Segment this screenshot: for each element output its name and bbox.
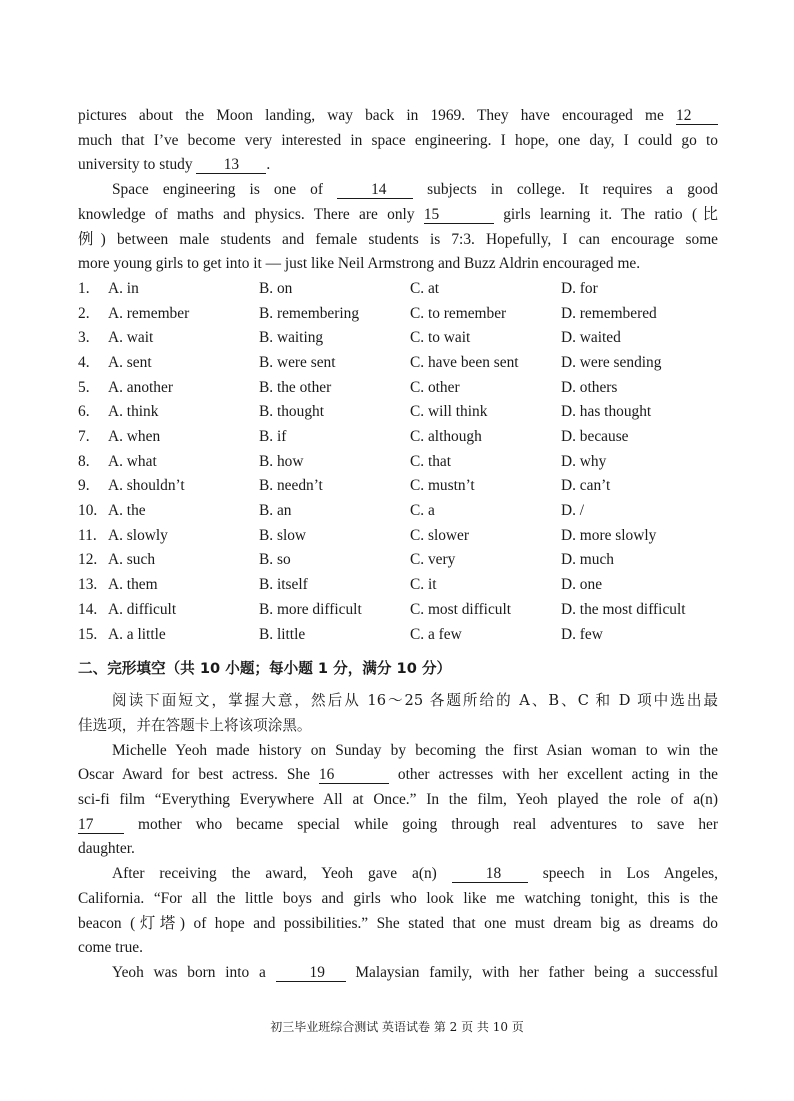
option-c: C. that: [410, 452, 452, 470]
text-span: knowledge of maths and physics. There are only: [78, 205, 424, 223]
option-b: B. on: [259, 279, 293, 297]
question-number: 11.: [78, 526, 97, 544]
option-row: [78, 474, 718, 499]
passage-line: come true.: [78, 939, 143, 957]
instruction-line: 佳选项，并在答题卡上将该项涂黑。: [78, 716, 312, 734]
option-d: D. others: [561, 378, 618, 396]
blank-13: 13: [196, 156, 266, 174]
option-b: B. were sent: [259, 353, 336, 371]
option-c: C. most difficult: [410, 600, 512, 618]
question-number: 3.: [78, 329, 90, 347]
option-d: D. more slowly: [561, 526, 657, 544]
option-row: [78, 351, 718, 376]
blank-18: 18: [452, 865, 528, 883]
question-number: 4.: [78, 353, 90, 371]
option-d: D. for: [561, 279, 598, 297]
option-b: B. waiting: [259, 329, 324, 347]
option-c: C. slower: [410, 526, 469, 544]
option-a: A. what: [108, 452, 157, 470]
option-d: D. has thought: [561, 403, 652, 421]
option-b: B. itself: [259, 576, 308, 594]
text-span: subjects in college. It requires a good: [413, 181, 718, 199]
option-row: [78, 524, 718, 549]
section-title: 二、完形填空（共 10 小题；每小题 1 分，满分 10 分）: [78, 660, 452, 678]
instruction-line: 阅读下面短文，掌握大意，然后从 16～25 各题所给的 A、B、C 和 D 项中选出最: [112, 692, 718, 710]
option-a: A. slowly: [108, 526, 168, 544]
option-c: C. have been sent: [410, 353, 519, 371]
option-c: C. to remember: [410, 304, 507, 322]
question-number: 15.: [78, 625, 98, 643]
question-number: 1.: [78, 279, 90, 297]
question-number: 14.: [78, 600, 98, 618]
passage-line: much that I’ve become very interested in space engineering. I hope, one day, I could go to: [78, 131, 718, 149]
exam-page: [78, 104, 718, 986]
option-a: A. sent: [108, 353, 152, 371]
passage-line: daughter.: [78, 840, 135, 858]
option-c: C. a: [410, 502, 435, 520]
option-b: B. thought: [259, 403, 324, 421]
option-a: A. remember: [108, 304, 190, 322]
blank-19: 19: [276, 964, 346, 982]
text-span: pictures about the Moon landing, way back in 1969. They have encouraged me: [78, 107, 676, 124]
page-footer: 初三毕业班综合测试 英语试卷 第 2 页 共 10 页: [270, 1020, 524, 1034]
option-c: C. although: [410, 428, 482, 446]
question-number: 10.: [78, 502, 98, 520]
option-a: A. in: [108, 279, 139, 297]
option-a: A. them: [108, 576, 158, 594]
option-b: B. how: [259, 452, 304, 470]
option-row: [78, 277, 718, 302]
option-b: B. if: [259, 428, 287, 446]
option-row: [78, 573, 718, 598]
option-d: D. remembered: [561, 304, 657, 322]
option-d: D. why: [561, 452, 607, 470]
option-a: A. shouldn’t: [108, 477, 185, 495]
text-span: mother who became special while going through real adventures to save her: [124, 815, 718, 833]
option-row: [78, 499, 718, 524]
passage-line: [78, 862, 718, 887]
option-b: B. remembering: [259, 304, 360, 322]
option-b: B. slow: [259, 526, 307, 544]
passage-line: more young girls to get into it — just like Neil Armstrong and Buzz Aldrin encouraged me.: [78, 255, 641, 273]
option-d: D. because: [561, 428, 629, 446]
passage-line: [78, 813, 718, 838]
option-d: D. much: [561, 551, 615, 569]
passage-line: [78, 763, 718, 788]
question-number: 8.: [78, 452, 90, 470]
option-c: C. a few: [410, 625, 462, 643]
option-row: [78, 326, 718, 351]
passage-line: 例) between male students and female students is 7:3. Hopefully, I can encourage some: [78, 230, 718, 248]
text-span: Yeoh was born into a: [112, 963, 276, 981]
option-c: C. at: [410, 279, 440, 297]
option-row: [78, 450, 718, 475]
option-d: D. waited: [561, 329, 621, 347]
option-a: A. wait: [108, 329, 154, 347]
option-d: D. /: [561, 502, 585, 520]
options-list: [78, 277, 718, 647]
passage-line: beacon (灯塔) of hope and possibilities.” She stated that one must dream big as dreams do: [78, 914, 718, 932]
passage-line: [78, 961, 718, 986]
passage-line: Michelle Yeoh made history on Sunday by becoming the first Asian woman to win the: [112, 741, 718, 759]
passage-line: California. “For all the little boys and girls who look like me watching tonight, this is the: [78, 889, 718, 907]
passage-line: sci-fi film “Everything Everywhere All at Once.” In the film, Yeoh played the role of a(n): [78, 791, 718, 809]
option-b: B. so: [259, 551, 291, 569]
question-number: 5.: [78, 378, 90, 396]
blank-17: 17: [78, 816, 124, 834]
option-d: D. can’t: [561, 477, 611, 495]
option-d: D. were sending: [561, 353, 662, 371]
option-c: C. to wait: [410, 329, 471, 347]
option-b: B. the other: [259, 378, 332, 396]
option-a: A. think: [108, 403, 159, 421]
question-number: 7.: [78, 428, 90, 446]
option-a: A. such: [108, 551, 156, 569]
option-row: [78, 302, 718, 327]
question-number: 12.: [78, 551, 98, 569]
text-span: other actresses with her excellent acting in the: [388, 766, 718, 784]
text-span: Oscar Award for best actress. She: [78, 766, 319, 784]
text-span: girls learning it. The ratio (比: [493, 205, 718, 223]
passage-line: [78, 178, 718, 203]
question-number: 9.: [78, 477, 90, 495]
option-row: [78, 548, 718, 573]
option-c: C. other: [410, 378, 460, 396]
option-c: C. it: [410, 576, 437, 594]
question-number: 13.: [78, 576, 98, 594]
option-b: B. little: [259, 625, 306, 643]
blank-12: 12: [676, 107, 718, 125]
text-span: .: [266, 156, 271, 174]
question-number: 2.: [78, 304, 90, 322]
text-span: university to study: [78, 156, 197, 174]
question-number: 6.: [78, 403, 90, 421]
option-b: B. needn’t: [259, 477, 323, 495]
option-b: B. an: [259, 502, 292, 520]
blank-16: 16: [319, 766, 389, 784]
passage-line: [78, 104, 718, 129]
passage-line: [78, 153, 718, 178]
text-span: Space engineering is one of: [112, 181, 338, 199]
option-row: [78, 400, 718, 425]
blank-14: 14: [337, 181, 413, 199]
option-row: [78, 376, 718, 401]
text-span: After receiving the award, Yeoh gave a(n): [112, 865, 452, 883]
passage-line: [78, 203, 718, 228]
option-row: [78, 598, 718, 623]
option-c: C. will think: [410, 403, 488, 421]
option-c: C. very: [410, 551, 456, 569]
blank-15: 15: [424, 206, 494, 224]
option-row: [78, 425, 718, 450]
option-c: C. mustn’t: [410, 477, 475, 495]
option-a: A. another: [108, 378, 173, 396]
option-a: A. a little: [108, 625, 166, 643]
option-a: A. when: [108, 428, 161, 446]
text-span: Malaysian family, with her father being a successful: [345, 963, 718, 981]
option-b: B. more difficult: [259, 600, 362, 618]
option-a: A. difficult: [108, 600, 177, 618]
option-d: D. one: [561, 576, 603, 594]
option-d: D. few: [561, 625, 603, 643]
option-row: [78, 623, 718, 648]
text-span: speech in Los Angeles,: [527, 865, 718, 883]
option-d: D. the most difficult: [561, 600, 686, 618]
option-a: A. the: [108, 502, 146, 520]
